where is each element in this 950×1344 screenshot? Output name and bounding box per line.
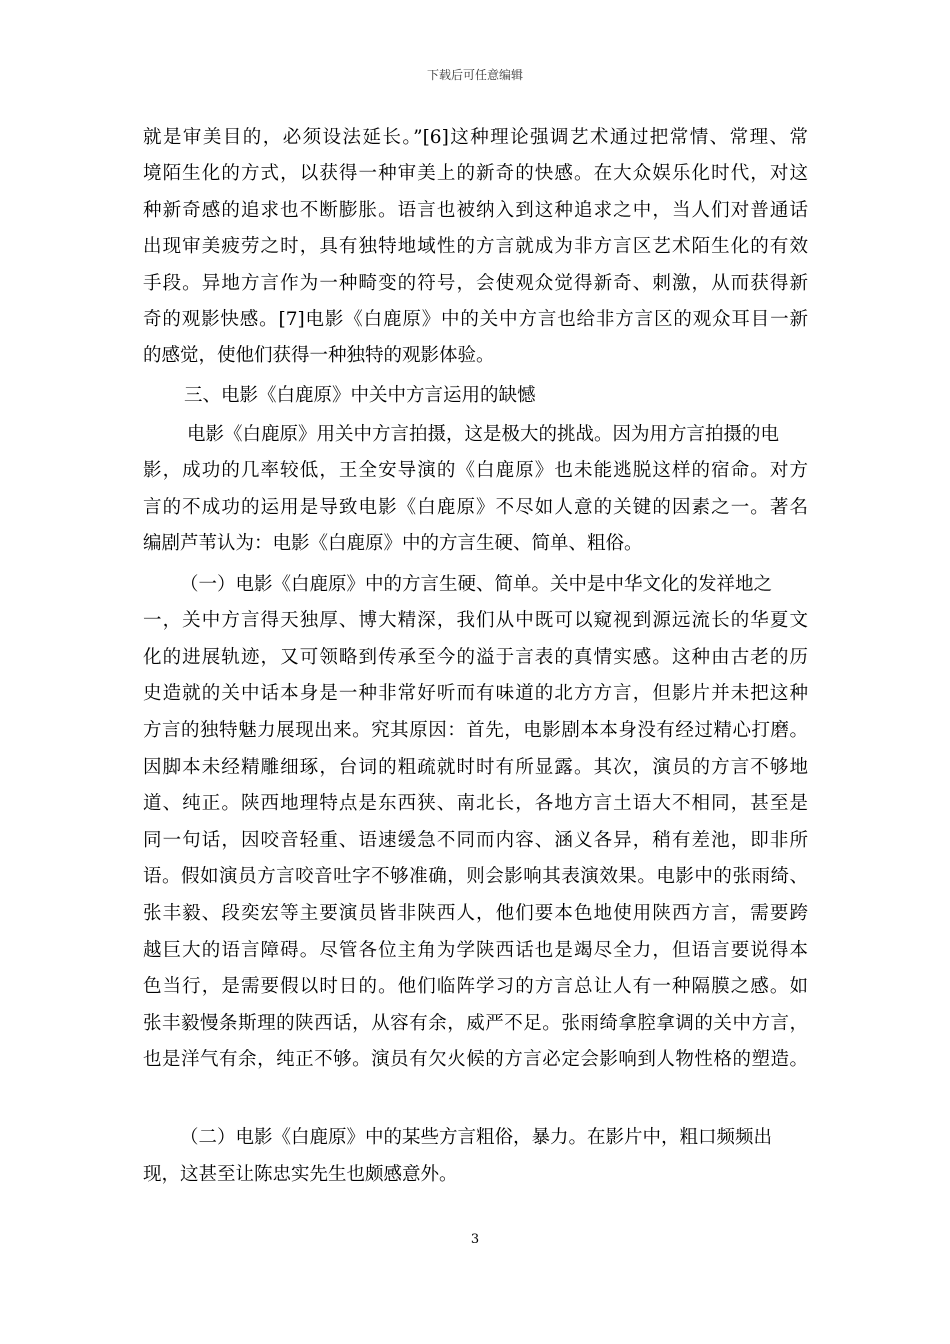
text-line: 方言的独特魅力展现出来。究其原因：首先，电影剧本本身没有经过精心打磨。 [143,720,808,741]
page-number: 3 [470,1232,480,1247]
text-line: 因脚本未经精雕细琢，台词的粗疏就时时有所显露。其次，演员的方言不够地 [143,757,808,778]
text-line: 同一句话，因咬音轻重、语速缓急不同而内容、涵义各异，稍有差池，即非所 [143,830,808,851]
text-line: 就是审美目的，必须设法延长。”[6]这种理论强调艺术通过把常情、常理、常 [143,127,808,148]
text-line: 一，关中方言得天独厚、博大精深，我们从中既可以窥视到源远流长的华夏文 [143,610,808,631]
text-line: 语。假如演员方言咬音吐字不够准确，则会影响其表演效果。电影中的张雨绮、 [143,866,808,887]
text-line: 张丰毅慢条斯理的陕西话，从容有余，威严不足。张雨绮拿腔拿调的关中方言， [143,1013,808,1034]
text-line: 三、电影《白鹿原》中关中方言运用的缺憾 [184,385,536,406]
text-line: 史造就的关中话本身是一种非常好听而有味道的北方方言，但影片并未把这种 [143,683,808,704]
text-line: 境陌生化的方式，以获得一种审美上的新奇的快感。在大众娱乐化时代，对这 [143,163,808,184]
text-line: 现，这甚至让陈忠实先生也颇感意外。 [143,1164,458,1185]
text-line: 的感觉，使他们获得一种独特的观影体验。 [143,345,495,366]
text-line: 影，成功的几率较低，王全安导演的《白鹿原》也未能逃脱这样的宿命。对方 [143,460,808,481]
text-line: 手段。异地方言作为一种畸变的符号，会使观众觉得新奇、刺激，从而获得新 [143,273,808,294]
text-line: 也是洋气有余，纯正不够。演员有欠火候的方言必定会影响到人物性格的塑造。 [143,1049,808,1070]
text-line: 种新奇感的追求也不断膨胀。语言也被纳入到这种追求之中，当人们对普通话 [143,200,808,221]
text-line: 出现审美疲劳之时，具有独特地域性的方言就成为非方言区艺术陌生化的有效 [143,236,808,257]
text-line: 编剧芦苇认为：电影《白鹿原》中的方言生硬、简单、粗俗。 [143,533,643,554]
text-line: （二）电影《白鹿原》中的某些方言粗俗，暴力。在影片中，粗口频频出 [180,1127,773,1148]
text-line: 化的进展轨迹，又可领略到传承至今的溢于言表的真情实感。这种由古老的历 [143,647,808,668]
text-line: 言的不成功的运用是导致电影《白鹿原》不尽如人意的关键的因素之一。著名 [143,497,808,518]
text-line: 电影《白鹿原》用关中方言拍摄，这是极大的挑战。因为用方言拍摄的电 [187,424,780,445]
text-line: 色当行，是需要假以时日的。他们临阵学习的方言总让人有一种隔膜之感。如 [143,976,808,997]
text-line: 张丰毅、段奕宏等主要演员皆非陕西人，他们要本色地使用陕西方言，需要跨 [143,903,808,924]
page-header: 下载后可任意编辑 [426,68,523,82]
text-line: 奇的观影快感。[7]电影《白鹿原》中的关中方言也给非方言区的观众耳目一新 [143,309,808,330]
text-line: 越巨大的语言障碍。尽管各位主角为学陕西话也是竭尽全力，但语言要说得本 [143,940,808,961]
text-line: 道、纯正。陕西地理特点是东西狭、南北长，各地方言土语大不相同，甚至是 [143,793,808,814]
text-line: （一）电影《白鹿原》中的方言生硬、简单。关中是中华文化的发祥地之 [180,574,773,595]
